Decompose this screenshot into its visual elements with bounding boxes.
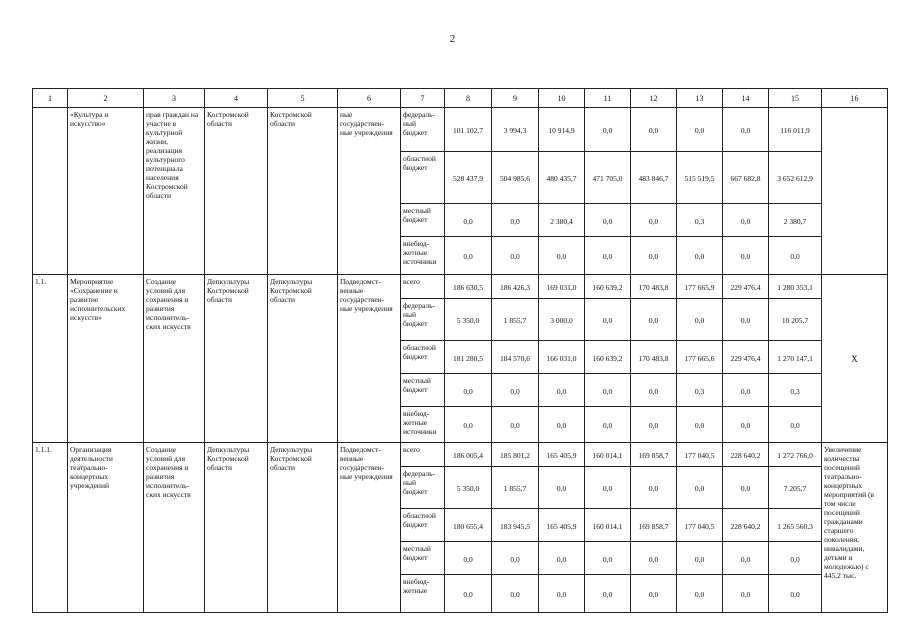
amount-cell: 0,3 xyxy=(677,374,723,407)
institutions-cell: Подведомст- венные государствен- ные учреждения xyxy=(338,443,401,613)
amount-cell: 0,0 xyxy=(585,374,631,407)
amount-cell: 116 011,9 xyxy=(769,108,822,152)
amount-cell: 0,0 xyxy=(769,407,822,443)
amount-cell: 0,0 xyxy=(445,542,492,575)
amount-cell: 0,0 xyxy=(769,542,822,575)
amount-cell: 0,0 xyxy=(631,108,677,152)
amount-cell: 0,0 xyxy=(539,575,585,613)
amount-cell: 471 705,0 xyxy=(585,152,631,204)
amount-cell: 229 476,4 xyxy=(723,275,769,299)
amount-cell: 0,0 xyxy=(585,575,631,613)
amount-cell: 3 000,0 xyxy=(539,299,585,341)
amount-cell: 0,0 xyxy=(631,374,677,407)
result-cell: Х xyxy=(822,275,888,443)
amount-cell: 185 801,2 xyxy=(492,443,539,467)
executor-cell: Костромской области xyxy=(205,108,268,275)
amount-cell: 177 665,9 xyxy=(677,275,723,299)
amount-cell: 0,0 xyxy=(769,237,822,275)
amount-cell: 667 682,8 xyxy=(723,152,769,204)
amount-cell: 0,0 xyxy=(723,374,769,407)
amount-cell: 0,0 xyxy=(723,542,769,575)
amount-cell: 0,0 xyxy=(539,542,585,575)
amount-cell: 0,0 xyxy=(445,237,492,275)
executor-cell: Депкультуры Костромской области xyxy=(205,443,268,613)
column-number-cell: 8 xyxy=(445,89,492,108)
participant-cell: Депкультуры Костромской области xyxy=(268,443,338,613)
amount-cell: 2 380,4 xyxy=(539,204,585,237)
amount-cell: 181 280,5 xyxy=(445,341,492,374)
amount-cell: 0,0 xyxy=(723,237,769,275)
amount-cell: 0,0 xyxy=(585,299,631,341)
funding-source-cell: местный бюджет xyxy=(401,542,445,575)
column-number-cell: 4 xyxy=(205,89,268,108)
column-number-cell: 11 xyxy=(585,89,631,108)
amount-cell: 0,0 xyxy=(445,374,492,407)
measure-name-cell: Мероприятие «Сохранение и развитие исполнительских искусств» xyxy=(68,275,144,443)
amount-cell: 504 985,6 xyxy=(492,152,539,204)
amount-cell: 0,0 xyxy=(631,237,677,275)
measure-name-cell: Организация деятельности театрально- концертных учреждений xyxy=(68,443,144,613)
amount-cell: 160 639,2 xyxy=(585,275,631,299)
column-number-cell: 14 xyxy=(723,89,769,108)
amount-cell: 1 855,7 xyxy=(492,299,539,341)
amount-cell: 0,0 xyxy=(723,407,769,443)
amount-cell: 0,0 xyxy=(492,374,539,407)
amount-cell: 0,0 xyxy=(492,237,539,275)
amount-cell: 0,0 xyxy=(492,542,539,575)
amount-cell: 0,0 xyxy=(585,204,631,237)
amount-cell: 0,0 xyxy=(677,575,723,613)
amount-cell: 177 665,6 xyxy=(677,341,723,374)
goal-cell: прав граждан на участие в культурной жизни, реализация культурного потенциала населения Костромской области xyxy=(144,108,205,275)
block-c-row xyxy=(33,443,888,467)
result-cell xyxy=(822,108,888,275)
amount-cell: 3 994,3 xyxy=(492,108,539,152)
amount-cell: 10 914,9 xyxy=(539,108,585,152)
participant-cell: Депкультуры Костромской области xyxy=(268,275,338,443)
amount-cell: 169 858,7 xyxy=(631,443,677,467)
amount-cell: 160 639,2 xyxy=(585,341,631,374)
goal-cell: Создание условий для сохранения и развития исполнитель- ских искусств xyxy=(144,275,205,443)
funding-source-cell: областной бюджет xyxy=(401,341,445,374)
funding-source-cell: областной бюджет xyxy=(401,152,445,204)
amount-cell: 0,3 xyxy=(769,374,822,407)
column-number-cell: 16 xyxy=(822,89,888,108)
amount-cell: 160 014,1 xyxy=(585,443,631,467)
amount-cell: 186 426,3 xyxy=(492,275,539,299)
amount-cell: 0,0 xyxy=(585,237,631,275)
amount-cell: 0,0 xyxy=(723,299,769,341)
amount-cell: 229 476,4 xyxy=(723,341,769,374)
amount-cell: 3 652 612,9 xyxy=(769,152,822,204)
amount-cell: 0,0 xyxy=(723,108,769,152)
amount-cell: 5 350,0 xyxy=(445,467,492,509)
amount-cell: 0,0 xyxy=(631,467,677,509)
amount-cell: 1 280 353,1 xyxy=(769,275,822,299)
amount-cell: 101 102,7 xyxy=(445,108,492,152)
amount-cell: 0,0 xyxy=(723,575,769,613)
amount-cell: 177 040,5 xyxy=(677,509,723,542)
amount-cell: 515 519,5 xyxy=(677,152,723,204)
amount-cell: 186 005,4 xyxy=(445,443,492,467)
institutions-cell: Подведомст- венные государствен- ные учреждения xyxy=(338,275,401,443)
amount-cell: 0,0 xyxy=(539,374,585,407)
amount-cell: 483 846,7 xyxy=(631,152,677,204)
row-number-cell: 1.1. xyxy=(33,275,68,443)
amount-cell: 228 640,2 xyxy=(723,509,769,542)
amount-cell: 0,0 xyxy=(677,542,723,575)
goal-cell: Создание условий для сохранения и развития исполнитель- ских искусств xyxy=(144,443,205,613)
column-number-cell: 3 xyxy=(144,89,205,108)
amount-cell: 0,0 xyxy=(585,467,631,509)
amount-cell: 180 655,4 xyxy=(445,509,492,542)
amount-cell: 0,0 xyxy=(492,407,539,443)
funding-source-cell: областной бюджет xyxy=(401,509,445,542)
participant-cell: Костромской области xyxy=(268,108,338,275)
result-cell: Увеличение количества посещений театрально- концертных мероприятий (в том числе посещений гражданами старшего поколения, инвалидами, детьми и молодежью) с 445,2 тыс. xyxy=(822,443,888,613)
amount-cell: 177 040,5 xyxy=(677,443,723,467)
block-b-row xyxy=(33,275,888,299)
column-number-cell: 2 xyxy=(68,89,144,108)
funding-source-cell: федераль- ный бюджет xyxy=(401,299,445,341)
amount-cell: 0,0 xyxy=(585,542,631,575)
column-number-cell: 7 xyxy=(401,89,445,108)
amount-cell: 0,0 xyxy=(769,575,822,613)
amount-cell: 0,0 xyxy=(677,299,723,341)
amount-cell: 2 380,7 xyxy=(769,204,822,237)
amount-cell: 0,0 xyxy=(539,467,585,509)
amount-cell: 480 435,7 xyxy=(539,152,585,204)
executor-cell: Депкультуры Костромской области xyxy=(205,275,268,443)
funding-source-cell: внебюд- жетные источники xyxy=(401,407,445,443)
amount-cell: 0,0 xyxy=(539,407,585,443)
column-number-cell: 6 xyxy=(338,89,401,108)
amount-cell: 0,0 xyxy=(445,204,492,237)
column-number-cell: 15 xyxy=(769,89,822,108)
amount-cell: 5 350,0 xyxy=(445,299,492,341)
amount-cell: 0,0 xyxy=(677,407,723,443)
amount-cell: 0,0 xyxy=(492,575,539,613)
funding-source-cell: всего xyxy=(401,275,445,299)
amount-cell: 0,0 xyxy=(631,204,677,237)
column-number-cell: 1 xyxy=(33,89,68,108)
amount-cell: 160 014,1 xyxy=(585,509,631,542)
amount-cell: 165 405,9 xyxy=(539,443,585,467)
column-number-cell: 13 xyxy=(677,89,723,108)
amount-cell: 0,0 xyxy=(631,407,677,443)
amount-cell: 169 031,0 xyxy=(539,275,585,299)
amount-cell: 0,0 xyxy=(492,204,539,237)
amount-cell: 0,0 xyxy=(631,299,677,341)
amount-cell: 0,0 xyxy=(539,237,585,275)
amount-cell: 7 205,7 xyxy=(769,467,822,509)
amount-cell: 0,0 xyxy=(723,204,769,237)
amount-cell: 0,0 xyxy=(445,407,492,443)
block-a-row xyxy=(33,108,888,152)
program-table xyxy=(32,88,888,613)
amount-cell: 0,0 xyxy=(631,575,677,613)
amount-cell: 528 437,9 xyxy=(445,152,492,204)
amount-cell: 1 270 147,1 xyxy=(769,341,822,374)
row-number-cell: 1.1.1. xyxy=(33,443,68,613)
amount-cell: 183 945,5 xyxy=(492,509,539,542)
amount-cell: 0,0 xyxy=(585,407,631,443)
measure-name-cell: «Культура и искусство» xyxy=(68,108,144,275)
amount-cell: 228 640,2 xyxy=(723,443,769,467)
column-number-cell: 9 xyxy=(492,89,539,108)
funding-source-cell: федераль- ный бюджет xyxy=(401,108,445,152)
amount-cell: 0,0 xyxy=(723,467,769,509)
column-number-cell: 10 xyxy=(539,89,585,108)
amount-cell: 0,0 xyxy=(585,108,631,152)
amount-cell: 165 405,9 xyxy=(539,509,585,542)
amount-cell: 169 858,7 xyxy=(631,509,677,542)
amount-cell: 0,0 xyxy=(677,108,723,152)
column-number-cell: 5 xyxy=(268,89,338,108)
funding-source-cell: внебюд- жетные источники xyxy=(401,237,445,275)
amount-cell: 1 265 560,3 xyxy=(769,509,822,542)
amount-cell: 10 205,7 xyxy=(769,299,822,341)
amount-cell: 184 570,6 xyxy=(492,341,539,374)
amount-cell: 170 483,8 xyxy=(631,341,677,374)
amount-cell: 0,3 xyxy=(677,204,723,237)
institutions-cell: ные государствен- ные учреждения xyxy=(338,108,401,275)
amount-cell: 0,0 xyxy=(677,237,723,275)
funding-source-cell: федераль- ный бюджет xyxy=(401,467,445,509)
amount-cell: 170 483,8 xyxy=(631,275,677,299)
column-number-row xyxy=(33,89,888,108)
amount-cell: 1 272 766,0 xyxy=(769,443,822,467)
page-number: 2 xyxy=(449,33,456,45)
amount-cell: 166 031,0 xyxy=(539,341,585,374)
amount-cell: 1 855,7 xyxy=(492,467,539,509)
funding-source-cell: внебюд- жетные xyxy=(401,575,445,613)
column-number-cell: 12 xyxy=(631,89,677,108)
funding-source-cell: местный бюджет xyxy=(401,374,445,407)
amount-cell: 0,0 xyxy=(631,542,677,575)
amount-cell: 186 630,5 xyxy=(445,275,492,299)
funding-source-cell: всего xyxy=(401,443,445,467)
amount-cell: 0,0 xyxy=(677,467,723,509)
row-number-cell xyxy=(33,108,68,275)
funding-source-cell: местный бюджет xyxy=(401,204,445,237)
amount-cell: 0,0 xyxy=(445,575,492,613)
